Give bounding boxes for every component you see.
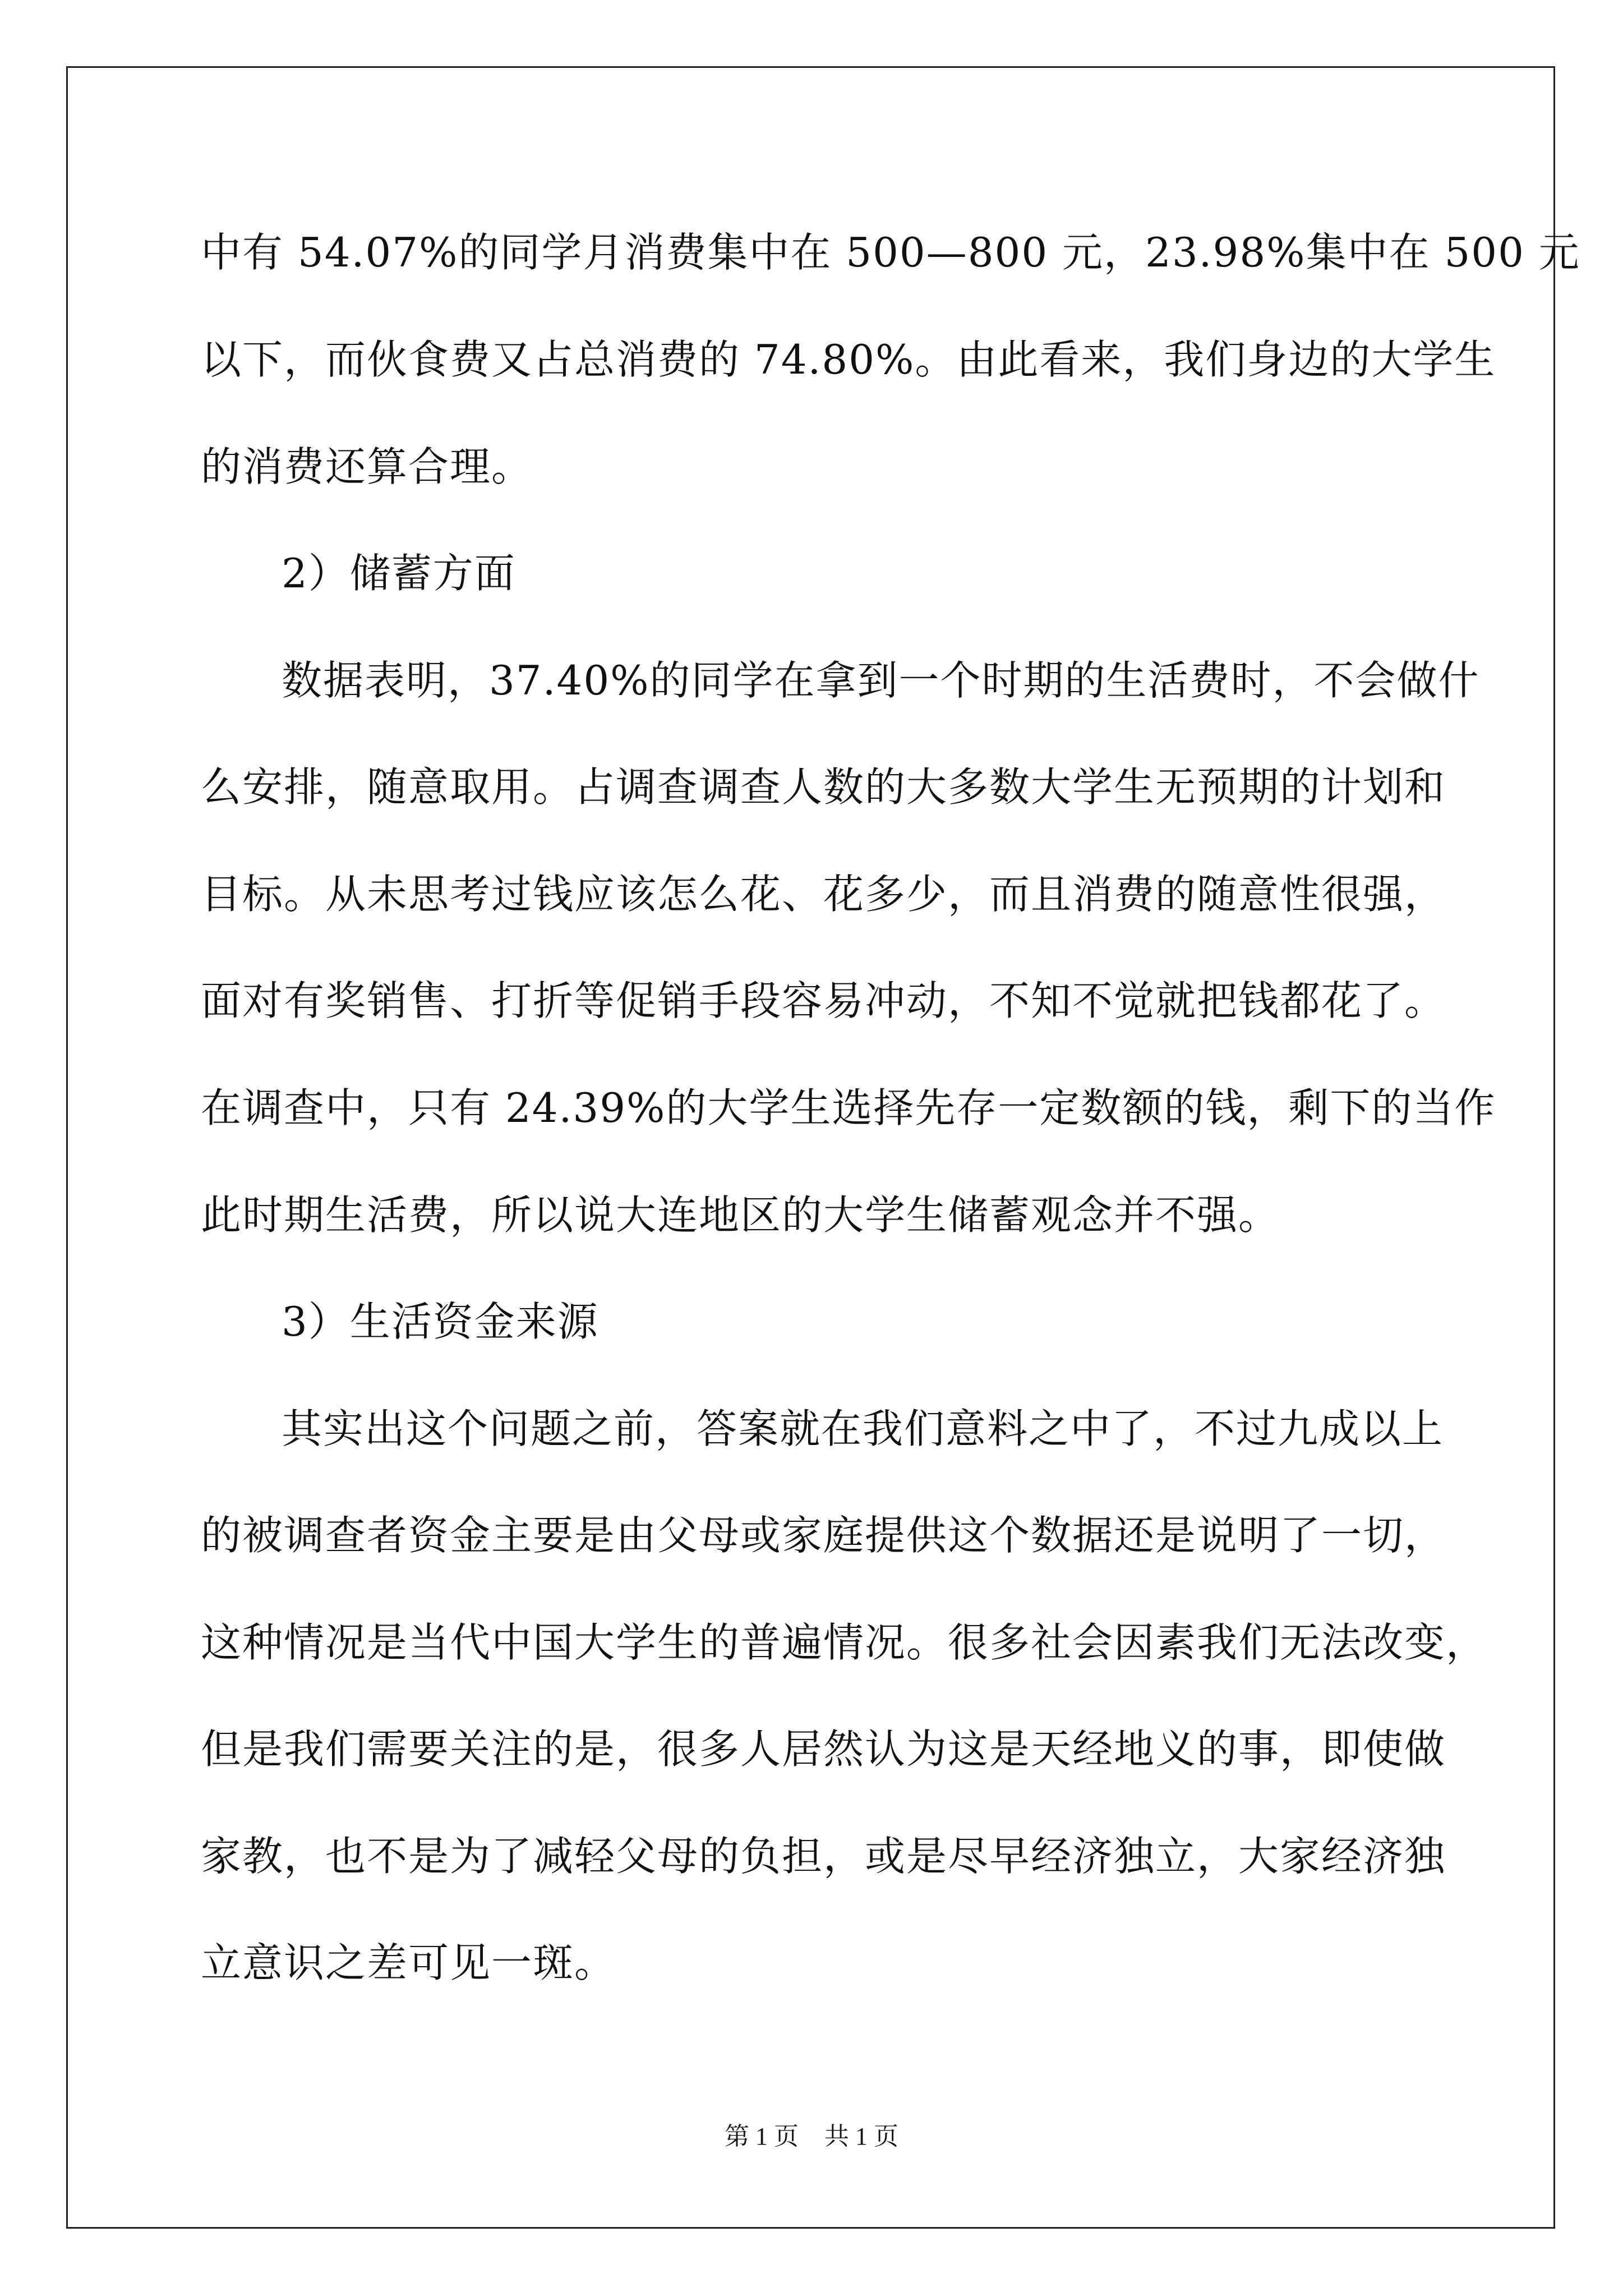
body-line: 的被调查者资金主要是由父母或家庭提供这个数据还是说明了一切，	[201, 1512, 1446, 1559]
body-line: 在调查中，只有 24.39%的大学生选择先存一定数额的钱，剩下的当作	[201, 1084, 1496, 1131]
body-line: 么安排，随意取用。占调查调查人数的大多数大学生无预期的计划和	[201, 763, 1446, 811]
page-footer	[0, 2123, 1623, 2150]
body-line: 这种情况是当代中国大学生的普遍情况。很多社会因素我们无法改变，	[201, 1619, 1488, 1666]
body-line: 数据表明，37.40%的同学在拿到一个时期的生活费时，不会做什	[282, 657, 1480, 704]
page-number: 第 1 页	[725, 2123, 799, 2150]
body-line: 中有 54.07%的同学月消费集中在 500—800 元，23.98%集中在 500 元	[201, 229, 1580, 276]
body-line: 以下，而伙食费又占总消费的 74.80%。由此看来，我们身边的大学生	[201, 336, 1496, 383]
body-line: 其实出这个问题之前，答案就在我们意料之中了，不过九成以上	[282, 1405, 1444, 1452]
body-line: 目标。从未思考过钱应该怎么花、花多少，而且消费的随意性很强，	[201, 871, 1446, 918]
section-heading: 3）生活资金来源	[282, 1298, 599, 1345]
body-line: 但是我们需要关注的是，很多人居然认为这是天经地义的事，即使做	[201, 1726, 1446, 1773]
body-line: 此时期生活费，所以说大连地区的大学生储蓄观念并不强。	[201, 1191, 1280, 1239]
page-border	[66, 66, 1555, 2229]
body-line: 面对有奖销售、打折等促销手段容易冲动，不知不觉就把钱都花了。	[201, 977, 1446, 1024]
section-heading: 2）储蓄方面	[282, 550, 516, 597]
body-line: 家教，也不是为了减轻父母的负担，或是尽早经济独立，大家经济独	[201, 1833, 1446, 1880]
body-line: 的消费还算合理。	[201, 443, 533, 490]
page-total: 共 1 页	[824, 2123, 898, 2150]
body-line: 立意识之差可见一斑。	[201, 1939, 616, 1986]
